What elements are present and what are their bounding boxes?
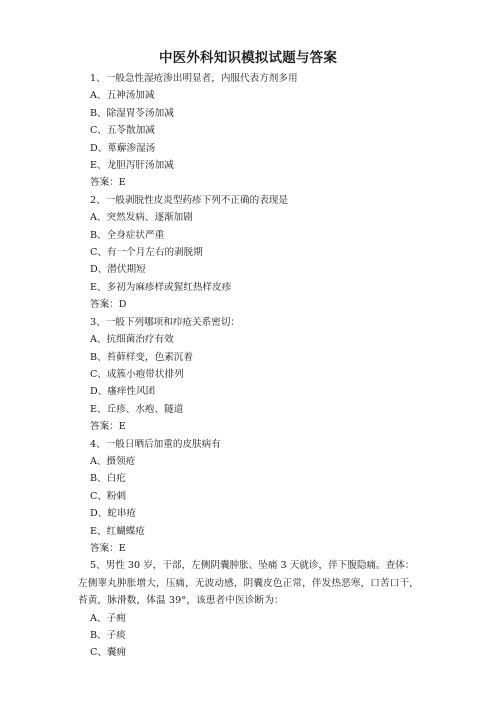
- option-b: B、白疕: [90, 473, 126, 485]
- question-stem: 1、一般急性湿疮渗出明显者，内服代表方剂多用: [90, 73, 298, 84]
- option-d: D、潜伏期短: [90, 264, 146, 276]
- option-b: B、子痰: [90, 630, 126, 641]
- option-e: E、龙胆泻肝汤加减: [90, 160, 174, 172]
- option-c: C、粉刺: [90, 490, 127, 502]
- answer: 答案：D: [90, 299, 127, 311]
- question-stem: 4、一般日晒后加重的皮肤病有: [90, 438, 221, 450]
- option-e: E、多初为麻疹样或猩红热样皮疹: [90, 281, 232, 293]
- option-a: A、五神汤加减: [90, 90, 155, 102]
- question-stem: 3、一般下列哪项和疖疮关系密切：: [90, 316, 241, 328]
- option-e: E、红蝴蝶疮: [90, 525, 145, 537]
- option-c: C、囊痈: [90, 647, 127, 659]
- option-d: D、蛇串疮: [90, 508, 137, 520]
- answer: 答案：E: [90, 177, 126, 189]
- option-a: A、突然发病、逐渐加剧: [90, 212, 193, 224]
- option-c: C、五苓散加减: [90, 125, 155, 137]
- question-stem-continued: 左侧睾丸肿胀增大，压痛，无波动感，阴囊皮色正常，伴发热恶寒，口苦口干，: [78, 577, 420, 589]
- option-c: C、有一个月左右的剥脱期: [90, 247, 203, 259]
- option-a: A、子痈: [90, 612, 126, 624]
- option-e: E、丘疹、水疱、隧道: [90, 403, 184, 415]
- answer: 答案：E: [90, 542, 126, 554]
- option-c: C、成簇小疱带状排列: [90, 368, 184, 380]
- option-a: A、抗细菌治疗有效: [90, 334, 174, 346]
- answer: 答案：E: [90, 421, 126, 433]
- question-stem: 2、一般剥脱性皮炎型药疹下列不正确的表现是: [90, 194, 288, 206]
- question-stem: 5、男性 30 岁，干部，左侧阴囊肿胀、坠痛 3 天就诊，伴下腹隐痛。查体：: [90, 560, 415, 572]
- option-a: A、摄领疮: [90, 455, 136, 467]
- option-d: D、萆薢渗湿汤: [90, 142, 156, 154]
- option-b: B、苔藓样变，色素沉着: [90, 351, 193, 363]
- option-d: D、瘙痒性风团: [90, 386, 156, 398]
- option-b: B、全身症状严重: [90, 229, 165, 241]
- option-b: B、除湿胃苓汤加减: [90, 107, 174, 119]
- document-body: [78, 70, 420, 662]
- question-stem-continued: 苔黄，脉滑数，体温 39°，该患者中医诊断为：: [78, 595, 284, 607]
- document-title: 中医外科知识模拟试题与答案: [158, 50, 338, 66]
